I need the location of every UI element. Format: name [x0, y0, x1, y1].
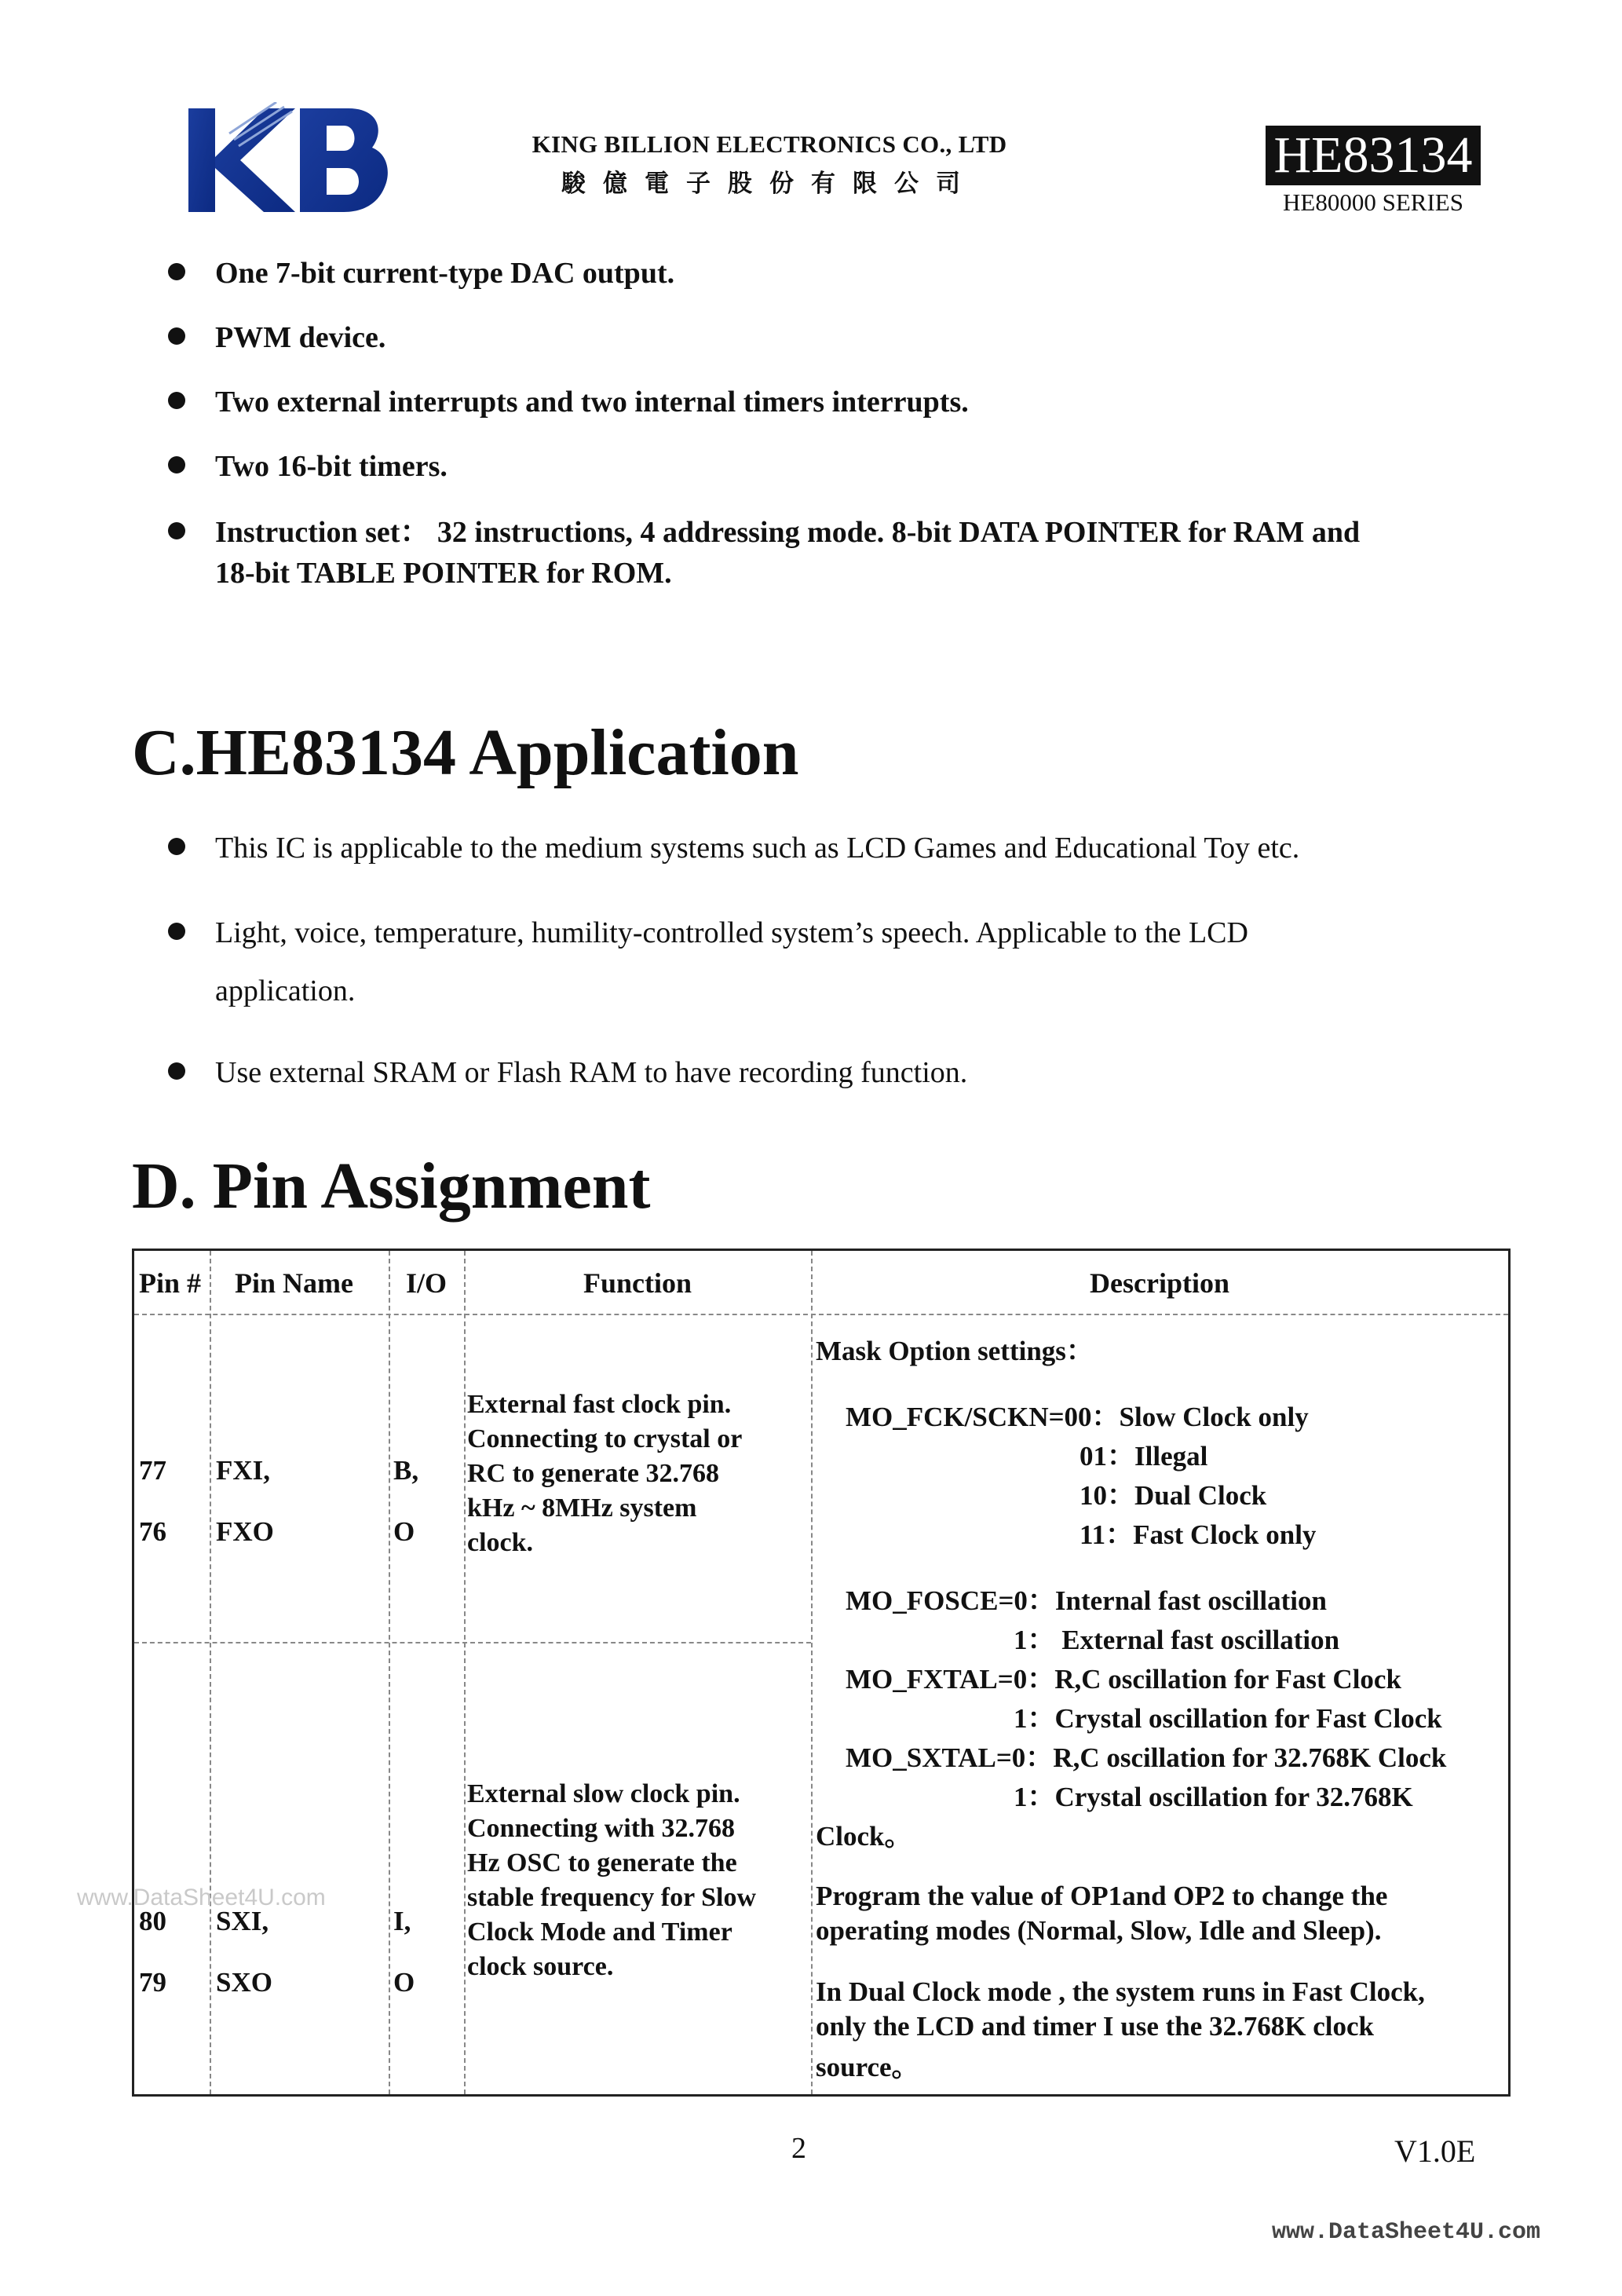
pin-assignment-heading: D. Pin Assignment: [132, 1150, 651, 1223]
function-line: External fast clock pin.: [467, 1390, 732, 1419]
sxtal-clock-end: Clock。: [816, 1821, 912, 1852]
fxtal-option-1: 1：Crystal oscillation for Fast Clock: [1014, 1703, 1442, 1734]
row-divider: [134, 1642, 811, 1643]
chip-model-badge: HE83134: [1266, 126, 1481, 185]
fck-option-10: 10：Dual Clock: [1080, 1480, 1267, 1511]
pin-name: FXO: [216, 1516, 274, 1547]
fck-option-01: 01：Illegal: [1080, 1441, 1208, 1472]
program-note-line: Program the value of OP1and OP2 to change the: [816, 1881, 1388, 1911]
column-divider: [811, 1251, 813, 2094]
function-line: Hz OSC to generate the: [467, 1848, 737, 1877]
dual-clock-note-line: only the LCD and timer I use the 32.768K clock: [816, 2011, 1375, 2042]
bullet-icon: [168, 392, 185, 409]
watermark: www.DataSheet4U.com: [77, 1885, 326, 1910]
page-number: 2: [791, 2132, 806, 2165]
column-divider: [464, 1251, 466, 2094]
function-line: kHz ~ 8MHz system: [467, 1493, 697, 1523]
pin-function: [467, 1777, 805, 1984]
bullet-icon: [168, 522, 185, 539]
feature-text: Two 16-bit timers.: [215, 450, 448, 483]
program-note-line: operating modes (Normal, Slow, Idle and Sleep).: [816, 1915, 1382, 1946]
pin-io: I,: [393, 1906, 411, 1936]
pin-function: [467, 1387, 805, 1560]
column-divider: [210, 1251, 211, 2094]
function-line: Connecting with 32.768: [467, 1814, 735, 1843]
bullet-icon: [168, 838, 185, 855]
fck-option-11: 11：Fast Clock only: [1080, 1519, 1317, 1550]
function-line: RC to generate 32.768: [467, 1459, 720, 1488]
fck-option: MO_FCK/SCKN=00：Slow Clock only: [846, 1402, 1309, 1432]
application-heading: C.HE83134 Application: [132, 716, 799, 789]
function-line: clock source.: [467, 1952, 614, 1981]
sxtal-option-1: 1：Crystal oscillation for 32.768K: [1014, 1782, 1413, 1812]
pin-number: 76: [139, 1516, 166, 1547]
fxtal-option-0: MO_FXTAL=0：R,C oscillation for Fast Clock: [846, 1664, 1401, 1695]
header-io: I/O: [406, 1267, 448, 1299]
application-text-line: application.: [215, 974, 356, 1007]
company-name-english: KING BILLION ELECTRONICS CO., LTD: [532, 130, 1007, 158]
header-pin-name: Pin Name: [235, 1267, 353, 1299]
pin-number: 79: [139, 1967, 166, 1998]
header-divider: [134, 1314, 1508, 1315]
pin-io: O: [393, 1967, 415, 1998]
feature-text: PWM device.: [215, 321, 386, 354]
pin-name: SXO: [216, 1967, 272, 1998]
pin-assignment-table: [132, 1249, 1511, 2097]
header-description: Description: [1090, 1267, 1229, 1299]
function-line: Connecting to crystal or: [467, 1424, 743, 1453]
column-divider: [389, 1251, 390, 2094]
function-line: stable frequency for Slow: [467, 1883, 757, 1912]
application-text: This IC is applicable to the medium systems such as LCD Games and Educational Toy etc.: [215, 832, 1300, 865]
feature-text: Two external interrupts and two internal timers interrupts.: [215, 386, 969, 419]
chip-series: HE80000 SERIES: [1283, 188, 1463, 216]
application-text: Use external SRAM or Flash RAM to have recording function.: [215, 1056, 968, 1089]
application-text-line: Light, voice, temperature, humility-controlled system’s speech. Applicable to the LCD: [215, 916, 1248, 949]
function-line: External slow clock pin.: [467, 1779, 740, 1808]
document-version: V1.0E: [1394, 2133, 1476, 2169]
feature-text-line: Instruction set： 32 instructions, 4 addressing mode. 8-bit DATA POINTER for RAM and: [215, 516, 1361, 549]
pin-io: O: [393, 1516, 415, 1547]
pin-name: FXI,: [216, 1455, 271, 1486]
bullet-icon: [168, 456, 185, 473]
dual-clock-note-line: source。: [816, 2052, 919, 2082]
feature-text-line: 18-bit TABLE POINTER for ROM.: [215, 557, 672, 590]
dual-clock-note-line: In Dual Clock mode , the system runs in Fast Clock,: [816, 1976, 1425, 2007]
pin-number: 77: [139, 1455, 166, 1486]
watermark-link[interactable]: www.DataSheet4U.com: [1272, 2219, 1541, 2246]
company-name-chinese: 駿億電子股份有限公司: [561, 170, 977, 198]
company-logo: [182, 102, 394, 220]
pin-name: SXI,: [216, 1906, 269, 1936]
fosce-option-0: MO_FOSCE=0：Internal fast oscillation: [846, 1585, 1327, 1616]
bullet-icon: [168, 1062, 185, 1080]
bullet-icon: [168, 327, 185, 345]
feature-text: One 7-bit current-type DAC output.: [215, 257, 675, 290]
header-pin: Pin #: [139, 1267, 202, 1299]
bullet-icon: [168, 923, 185, 940]
pin-number: 80: [139, 1906, 166, 1936]
mask-option-title: Mask Option settings：: [816, 1336, 1094, 1366]
sxtal-option-0: MO_SXTAL=0：R,C oscillation for 32.768K Clock: [846, 1742, 1447, 1773]
fosce-option-1: 1： External fast oscillation: [1014, 1625, 1340, 1655]
header-function: Function: [583, 1267, 692, 1299]
bullet-icon: [168, 263, 185, 280]
function-line: clock.: [467, 1528, 534, 1557]
kb-logo-icon: [182, 102, 394, 220]
pin-io: B,: [393, 1455, 419, 1486]
function-line: Clock Mode and Timer: [467, 1918, 732, 1947]
